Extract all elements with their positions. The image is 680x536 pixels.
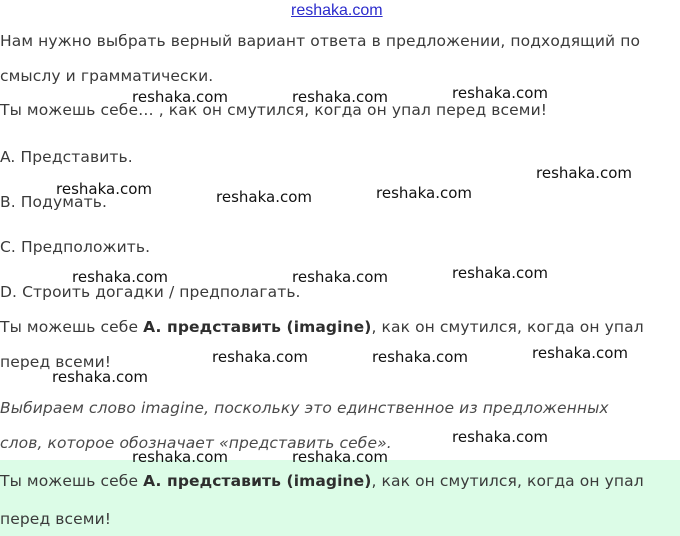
watermark: reshaka.com: [212, 348, 308, 366]
watermark: reshaka.com: [56, 180, 152, 198]
answer-line-1: [0, 318, 644, 336]
final-bold: A. представить (imagine): [143, 472, 372, 490]
answer-pre: Ты можешь себе: [0, 318, 144, 336]
final-pre: Ты можешь себе: [0, 472, 144, 490]
option-d: D. Строить догадки / предполагать.: [0, 283, 301, 301]
final-line-1: [0, 472, 644, 490]
watermark: reshaka.com: [292, 268, 388, 286]
final-post: , как он смутился, когда он упал: [371, 472, 644, 490]
watermark: reshaka.com: [452, 84, 548, 102]
watermark: reshaka.com: [372, 348, 468, 366]
watermark: reshaka.com: [216, 188, 312, 206]
answer-bold: A. представить (imagine): [143, 318, 372, 336]
watermark: reshaka.com: [72, 268, 168, 286]
site-link[interactable]: reshaka.com: [291, 2, 383, 19]
watermark: reshaka.com: [52, 368, 148, 386]
final-line-2: перед всеми!: [0, 510, 112, 528]
watermark: reshaka.com: [292, 448, 388, 466]
watermark: reshaka.com: [132, 448, 228, 466]
intro-line-1: Нам нужно выбрать верный вариант ответа в предложении, подходящий по: [0, 32, 641, 50]
option-c: C. Предположить.: [0, 238, 151, 256]
option-b: B. Подумать.: [0, 193, 107, 211]
answer-line-2: перед всеми!: [0, 353, 112, 371]
option-a: A. Представить.: [0, 148, 133, 166]
watermark: reshaka.com: [452, 428, 548, 446]
watermark: reshaka.com: [532, 344, 628, 362]
explanation-line-1: Выбираем слово imagine, поскольку это единственное из предложенных: [0, 399, 609, 417]
watermark: reshaka.com: [376, 184, 472, 202]
watermark: reshaka.com: [292, 88, 388, 106]
explanation-line-2: слов, которое обозначает «представить себе».: [0, 434, 392, 452]
watermark: reshaka.com: [452, 264, 548, 282]
question-text: Ты можешь себе… , как он смутился, когда он упал перед всеми!: [0, 101, 548, 119]
watermark: reshaka.com: [132, 88, 228, 106]
intro-line-2: смыслу и грамматически.: [0, 67, 214, 85]
answer-post: , как он смутился, когда он упал: [371, 318, 644, 336]
watermark: reshaka.com: [536, 164, 632, 182]
